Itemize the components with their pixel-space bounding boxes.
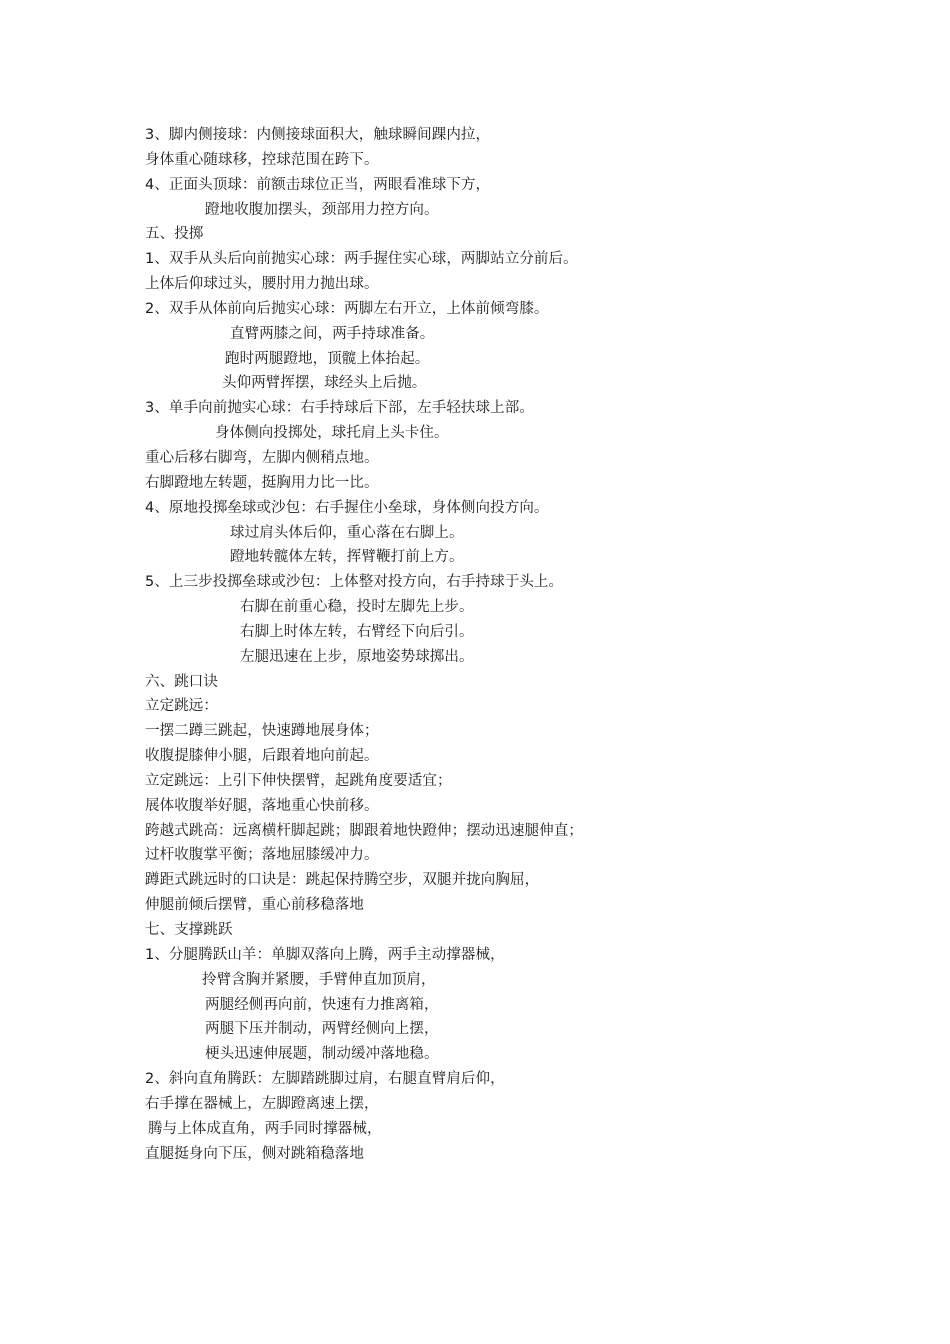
text-line: 七、支撑跳跃 bbox=[145, 922, 233, 938]
text-line: 跑时两腿蹬地，顶髋上体抬起。 bbox=[225, 350, 430, 367]
text-line: 右脚在前重心稳，投时左脚先上步。 bbox=[240, 599, 474, 616]
text-line: 拎臂含胸并紧腰，手臂伸直加顶肩， bbox=[202, 971, 436, 988]
text-line: 4、原地投掷垒球或沙包：右手握住小垒球，身体侧向投方向。 bbox=[145, 499, 549, 516]
text-line: 伸腿前倾后摆臂，重心前移稳落地 bbox=[145, 897, 364, 914]
text-line: 腾与上体成直角，两手同时撑器械， bbox=[148, 1120, 382, 1137]
text-line: 立定跳远：上引下伸快摆臂，起跳角度要适宜； bbox=[145, 772, 452, 789]
text-line: 收腹提膝伸小腿，后跟着地向前起。 bbox=[145, 748, 379, 765]
text-line: 2、双手从体前向后抛实心球：两脚左右开立，上体前倾弯膝。 bbox=[145, 300, 549, 317]
text-line: 右手撑在器械上，左脚蹬离速上摆， bbox=[145, 1095, 379, 1112]
text-line: 身体重心随球移，控球范围在跨下。 bbox=[145, 151, 379, 168]
text-line: 重心后移右脚弯，左脚内侧稍点地。 bbox=[145, 449, 379, 466]
text-line: 直腿挺身向下压，侧对跳箱稳落地 bbox=[145, 1145, 364, 1162]
text-line: 5、上三步投掷垒球或沙包：上体整对投方向，右手持球于头上。 bbox=[145, 574, 564, 591]
text-line: 蹬地收腹加摆头，颈部用力控方向。 bbox=[205, 201, 439, 218]
text-line: 一摆二蹲三跳起，快速蹲地展身体； bbox=[145, 723, 379, 740]
text-line: 1、双手从头后向前抛实心球：两手握住实心球，两脚站立分前后。 bbox=[145, 251, 578, 268]
text-line: 右脚蹬地左转题，挺胸用力比一比。 bbox=[145, 474, 379, 491]
text-line: 上体后仰球过头，腰肘用力抛出球。 bbox=[145, 276, 379, 293]
text-line: 身体侧向投掷处，球托肩上头卡住。 bbox=[215, 425, 449, 442]
text-line: 立定跳远： bbox=[145, 698, 218, 715]
text-line: 直臂两膝之间，两手持球准备。 bbox=[230, 325, 435, 342]
text-line: 跨越式跳高：远离横杆脚起跳；脚跟着地快蹬伸；摆动迅速腿伸直； bbox=[145, 822, 583, 839]
text-line: 3、单手向前抛实心球：右手持球后下部，左手轻扶球上部。 bbox=[145, 400, 534, 417]
text-line: 球过肩头体后仰，重心落在右脚上。 bbox=[230, 524, 464, 541]
document-body bbox=[145, 123, 905, 1166]
text-line: 1、分腿腾跃山羊：单脚双落向上腾，两手主动撑器械， bbox=[145, 946, 505, 963]
text-line: 两腿下压并制动，两臂经侧向上摆， bbox=[205, 1021, 439, 1038]
text-line: 过杆收腹掌平衡；落地屈膝缓冲力。 bbox=[145, 847, 379, 864]
text-line: 五、投掷 bbox=[145, 226, 204, 243]
text-line: 两腿经侧再向前，快速有力推离箱， bbox=[205, 996, 439, 1013]
text-line: 3、脚内侧接球：内侧接球面积大，触球瞬间踝内拉， bbox=[145, 127, 491, 143]
text-line: 蹲距式跳远时的口诀是：跳起保持腾空步，双腿并拢向胸屈， bbox=[145, 872, 540, 889]
text-line: 展体收腹举好腿，落地重心快前移。 bbox=[145, 797, 379, 814]
text-line: 蹬地转髋体左转，挥臂鞭打前上方。 bbox=[230, 549, 464, 566]
text-line: 左腿迅速在上步，原地姿势球掷出。 bbox=[240, 648, 474, 665]
text-line: 2、斜向直角腾跃：左脚踏跳脚过肩，右腿直臂肩后仰， bbox=[145, 1071, 505, 1088]
text-line: 六、跳口诀 bbox=[145, 673, 218, 690]
text-line: 右脚上时体左转，右臂经下向后引。 bbox=[240, 623, 474, 640]
text-line: 4、正面头顶球：前额击球位正当，两眼看准球下方， bbox=[145, 176, 491, 193]
text-line: 头仰两臂挥摆，球经头上后抛。 bbox=[222, 375, 427, 392]
text-line: 梗头迅速伸展题，制动缓冲落地稳。 bbox=[205, 1046, 439, 1063]
